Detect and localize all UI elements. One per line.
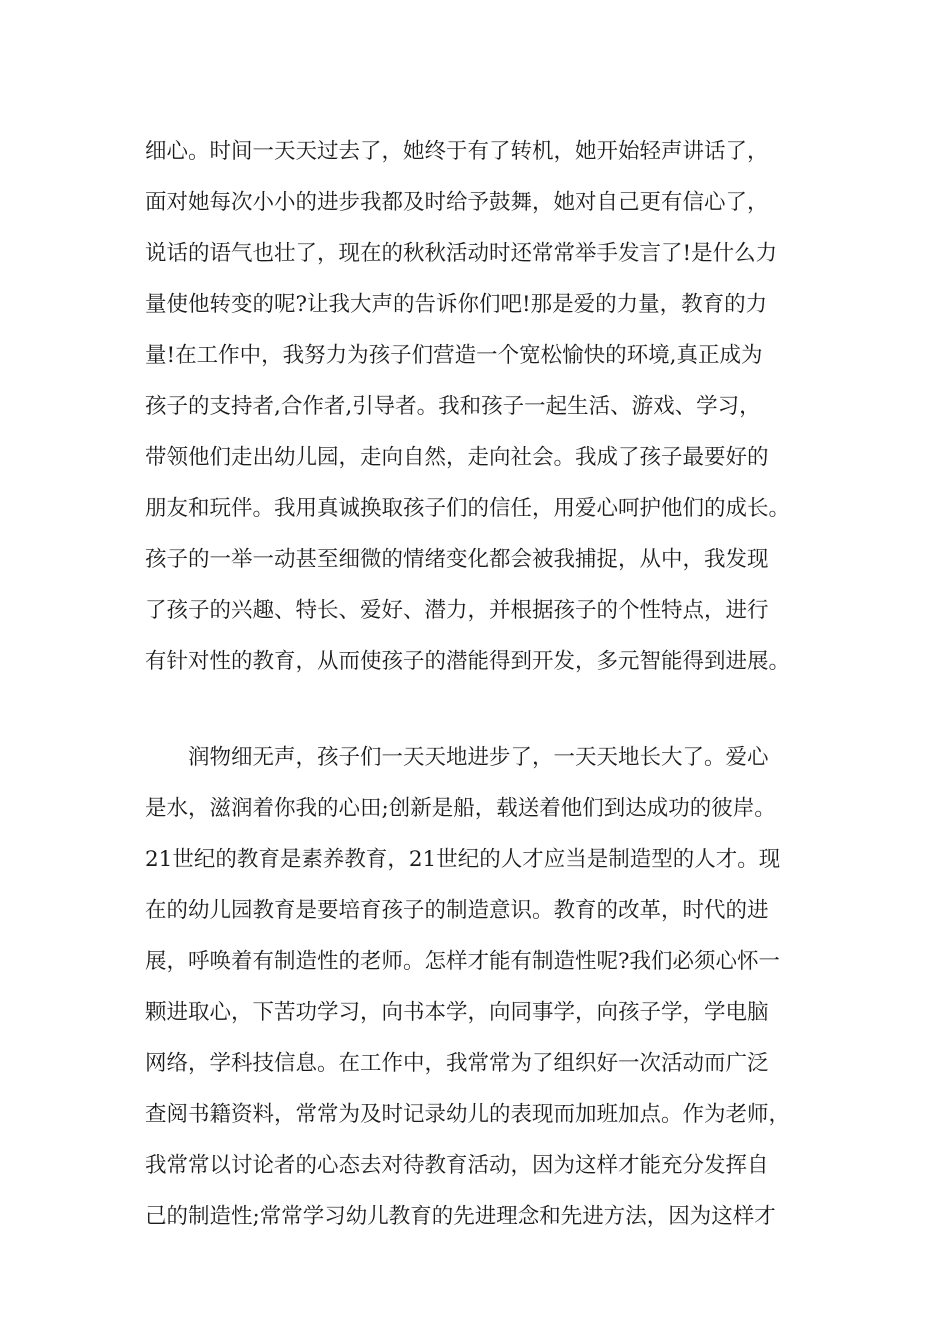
text-line: 在的幼儿园教育是要培育孩子的制造意识。教育的改革，时代的进	[145, 898, 769, 923]
text-line: 网络，学科技信息。在工作中，我常常为了组织好一次活动而广泛	[145, 1051, 769, 1076]
text-line: 说话的语气也壮了，现在的秋秋活动时还常常举手发言了!是什么力	[145, 241, 778, 266]
text-line: 润物细无声，孩子们一天天地进步了，一天天地长大了。爱心	[145, 745, 769, 770]
text-line: 孩子的支持者,合作者,引导者。我和孩子一起生活、游戏、学习，	[145, 394, 761, 419]
text-line: 己的制造性;常常学习幼儿教育的先进理念和先进方法，因为这样才	[145, 1204, 776, 1229]
text-line: 量使他转变的呢?让我大声的告诉你们吧!那是爱的力量，教育的力	[145, 292, 768, 317]
text-line: 21世纪的教育是素养教育，21世纪的人才应当是制造型的人才。现	[145, 847, 781, 872]
text-line: 展，呼唤着有制造性的老师。怎样才能有制造性呢?我们必须心怀一	[145, 949, 781, 974]
text-line: 带领他们走出幼儿园，走向自然，走向社会。我成了孩子最要好的	[145, 445, 769, 470]
text-line: 有针对性的教育，从而使孩子的潜能得到开发，多元智能得到进展。	[145, 649, 791, 674]
text-line: 我常常以讨论者的心态去对待教育活动，因为这样才能充分发挥自	[145, 1153, 769, 1178]
text-line: 朋友和玩伴。我用真诚换取孩子们的信任，用爱心呵护他们的成长。	[145, 496, 791, 521]
text-line: 孩子的一举一动甚至细微的情绪变化都会被我捕捉，从中，我发现	[145, 547, 769, 572]
text-line: 是水，滋润着你我的心田;创新是船，载送着他们到达成功的彼岸。	[145, 796, 776, 821]
text-line: 颗进取心，下苦功学习，向书本学，向同事学，向孩子学，学电脑	[145, 1000, 769, 1025]
text-line: 量!在工作中，我努力为孩子们营造一个宽松愉快的环境,真正成为	[145, 343, 763, 368]
text-line: 面对她每次小小的进步我都及时给予鼓舞，她对自己更有信心了，	[145, 190, 769, 215]
text-line: 了孩子的兴趣、特长、爱好、潜力，并根据孩子的个性特点，进行	[145, 598, 769, 623]
text-line: 查阅书籍资料，常常为及时记录幼儿的表现而加班加点。作为老师，	[145, 1102, 791, 1127]
text-line: 细心。时间一天天过去了，她终于有了转机，她开始轻声讲话了，	[145, 139, 769, 164]
